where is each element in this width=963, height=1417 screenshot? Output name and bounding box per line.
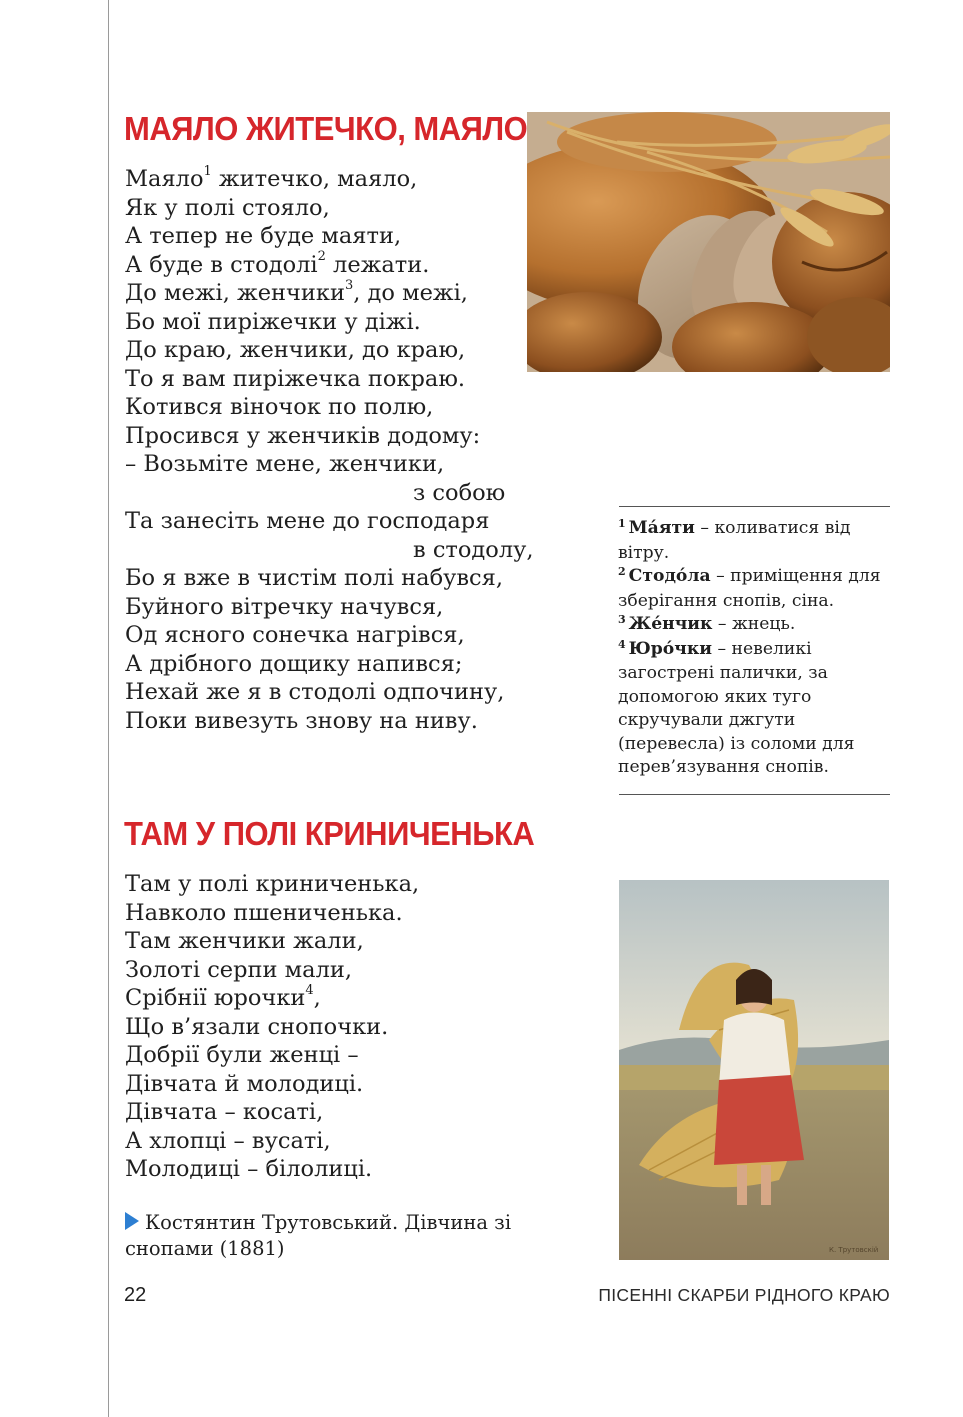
caption-text: Костянтин Трутовський. Дівчина зі снопами (1881)	[125, 1211, 512, 1260]
lyric-line: – Возьміте мене, женчики,	[125, 451, 445, 477]
lyric-line: Срібнії юрочки$^4$,	[125, 982, 321, 1011]
song1-lyrics	[125, 165, 534, 735]
play-triangle-icon	[125, 1212, 139, 1230]
lyric-line: Бо мої пиріжечки у діжі.	[125, 308, 421, 335]
svg-text:К. Трутовскій: К. Трутовскій	[829, 1246, 879, 1254]
lyric-line: Просився у женчиків додому:	[125, 422, 481, 449]
lyric-line: Бо я вже в чистім полі набувся,	[125, 565, 503, 591]
lyric-line: Що в’язали снопочки.	[125, 1013, 389, 1040]
lyric-line: Там у полі криниченька,	[125, 871, 420, 897]
lyric-line: Нехай же я в стодолі одпочину,	[125, 679, 505, 705]
image-caption	[125, 1210, 555, 1262]
footnotes	[618, 517, 890, 780]
footnote-item: $^2$ Стодо́ла – приміщення для зберігання снопів, сіна.	[618, 565, 881, 611]
lyric-line: Котився віночок по полю,	[125, 394, 434, 420]
footnote-item: $^4$ Юро́чки – невеликі загострені палички, за допомогою яких туго скручували джгути (перевесла) із соломи для перев’язування снопів.	[618, 637, 855, 777]
running-title: ПІСЕННІ СКАРБИ РІДНОГО КРАЮ	[598, 1285, 890, 1305]
footnote-ref: 4	[305, 982, 314, 998]
lyric-line: Та занесіть мене до господаря	[125, 508, 490, 534]
lyric-line: То я вам пиріжечка покраю.	[125, 365, 466, 392]
lyric-line: А буде в стодолі$^2$ лежати.	[125, 249, 430, 278]
lyric-line: Золоті серпи мали,	[125, 956, 353, 983]
lyric-line: Добрії були женці –	[125, 1042, 359, 1068]
bread-and-wheat-photo	[527, 112, 890, 372]
footnote-ref: 1	[203, 163, 212, 179]
lyric-line: Навколо пшениченька.	[125, 899, 403, 926]
page-margin-line	[108, 0, 109, 1417]
song2-title: ТАМ У ПОЛІ КРИНИЧЕНЬКА	[124, 815, 535, 853]
lyric-line: Поки вивезуть знову на ниву.	[125, 707, 478, 734]
lyric-line: Од ясного сонечка нагрівся,	[125, 622, 465, 648]
lyric-line: До краю, женчики, до краю,	[125, 337, 466, 363]
page-number: 22	[124, 1284, 147, 1306]
painting-girl-with-sheaves	[619, 880, 889, 1260]
lyric-line: Маяло$^1$ житечко, маяло,	[125, 163, 418, 192]
footnote-ref: 3	[344, 277, 354, 293]
footnotes-top-rule	[619, 506, 890, 507]
lyric-line: Дівчата й молодиці.	[125, 1070, 364, 1097]
lyric-line: До межі, женчики$^3$, до межі,	[125, 277, 468, 306]
lyric-line: А хлопці – вусаті,	[125, 1127, 331, 1154]
song2-lyrics	[125, 870, 419, 1184]
footnote-item: $^3$ Же́нчик – жнець.	[618, 613, 796, 634]
lyric-line: з собою	[413, 479, 506, 506]
footnotes-bottom-rule	[619, 794, 890, 795]
footnote-item: $^1$ Ма́яти – коливатися від вітру.	[618, 517, 851, 563]
lyric-line: Буйного вітречку начувся,	[125, 593, 444, 620]
lyric-line: А тепер не буде маяти,	[125, 223, 402, 249]
song1-title: МАЯЛО ЖИТЕЧКО, МАЯЛО	[124, 110, 528, 148]
lyric-line: Молодиці – білолиці.	[125, 1156, 373, 1182]
lyric-line: Там женчики жали,	[125, 928, 364, 954]
lyric-line: в стодолу,	[413, 536, 534, 563]
lyric-line: А дрібного дощику напився;	[125, 650, 463, 677]
lyric-line: Дівчата – косаті,	[125, 1099, 324, 1125]
lyric-line: Як у полі стояло,	[125, 194, 330, 221]
footnote-ref: 2	[317, 249, 326, 264]
